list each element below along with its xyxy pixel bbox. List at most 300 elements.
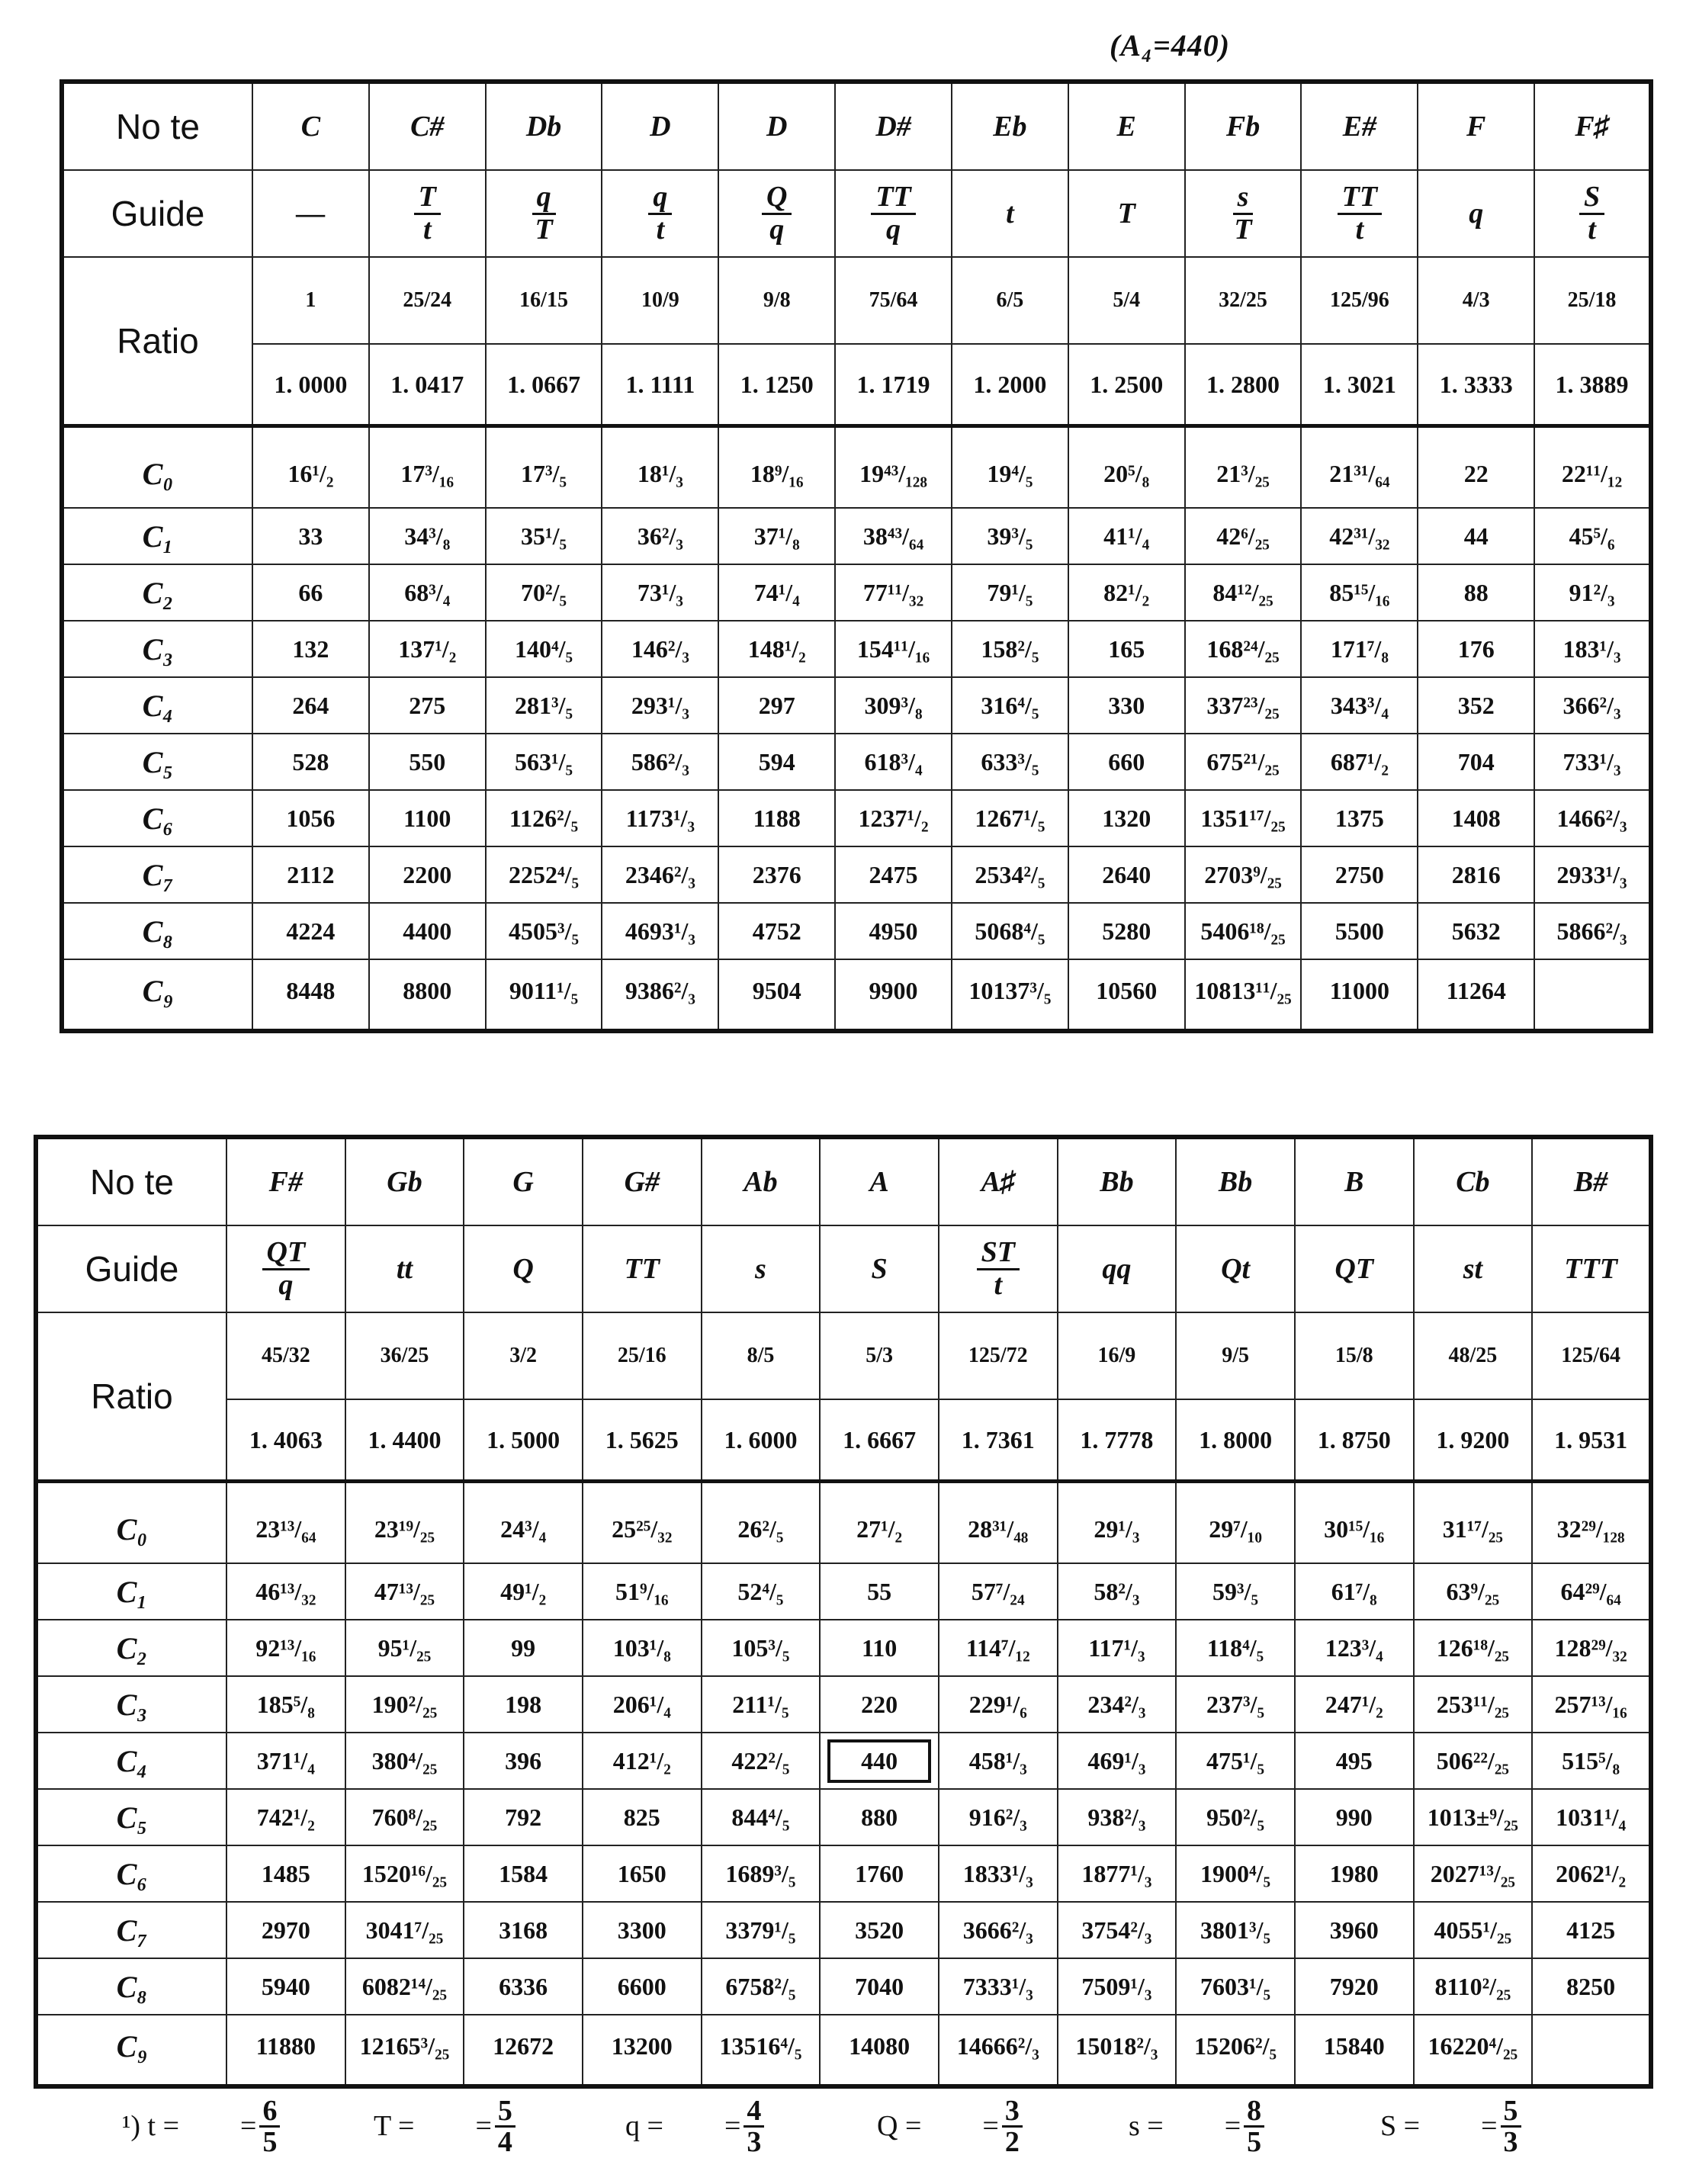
frequency-cell: 264 [252,677,369,734]
guide-denominator: q [886,213,901,246]
frequency-cell: 154¹¹/₁₆ [835,621,952,677]
frequency-cell: 126¹⁸/₂₅ [1414,1620,1533,1676]
frequency-cell: 380⁴/₂₅ [345,1733,464,1789]
ratio-decimal-row [62,344,1651,426]
definition-denominator: 5 [1247,2125,1262,2158]
frequency-cell: 190²/₂₅ [345,1676,464,1733]
frequency-cell: 2475 [835,846,952,903]
frequency-cell: 42⁶/₂₅ [1185,508,1302,564]
frequency-row [62,677,1651,734]
guide-symbol [583,1225,702,1312]
note-name: E# [1301,82,1418,170]
guide-symbol [702,1225,821,1312]
ratio-decimal: 1. 5000 [464,1399,583,1482]
ratio-decimal: 1. 6000 [702,1399,821,1482]
note-name: D# [835,82,952,170]
guide-numerator: T [414,182,441,215]
frequency-cell: 148¹/₂ [718,621,835,677]
frequency-cell: 990 [1295,1789,1414,1845]
frequency-cell: 84¹²/₂₅ [1185,564,1302,621]
frequency-row [36,2015,1651,2086]
frequency-cell: 563¹/₅ [486,734,602,790]
frequency-cell: 257¹³/₁₆ [1532,1676,1651,1733]
ratio-fraction: 5/3 [820,1312,939,1399]
frequency-cell: 4693¹/₃ [602,903,718,959]
ratio-decimal: 1. 7361 [939,1399,1058,1482]
ratio-decimal: 1. 0000 [252,344,369,426]
definition-numerator: 8 [1244,2096,1264,2128]
frequency-row [62,508,1651,564]
frequency-row [36,1958,1651,2015]
frequency-cell: 5280 [1068,903,1185,959]
note-name: D [602,82,718,170]
frequency-cell: 15018²/₃ [1058,2015,1177,2086]
guide-definition [374,2096,515,2157]
frequency-cell: 39³/₅ [952,508,1068,564]
frequency-cell: 275 [369,677,486,734]
ratio-decimal: 1. 0667 [486,344,602,426]
frequency-cell: 253¹¹/₂₅ [1414,1676,1533,1733]
frequency-cell: 2112 [252,846,369,903]
frequency-cell: 2933¹/₃ [1534,846,1651,903]
guide-value: QT [1334,1253,1374,1285]
guide-value: Q [512,1253,534,1285]
guide-numerator: q [648,182,672,215]
frequency-row [36,1789,1651,1845]
frequency-cell: 128²⁹/₃₂ [1532,1620,1651,1676]
frequency-cell: 337²³/₂₅ [1185,677,1302,734]
frequency-cell: 158²/₅ [952,621,1068,677]
frequency-cell: 352 [1418,677,1534,734]
frequency-cell: 1173¹/₃ [602,790,718,846]
frequency-cell [820,1733,939,1789]
frequency-row [62,734,1651,790]
frequency-cell: 1466²/₃ [1534,790,1651,846]
frequency-cell: 59³/₅ [1176,1563,1295,1620]
frequency-cell: 14080 [820,2015,939,2086]
frequency-cell: 2970 [226,1902,345,1958]
definition-equals: = [724,2110,741,2142]
guide-symbol [1532,1225,1651,1312]
definition-equals: = [475,2110,492,2142]
frequency-cell: 234²/₃ [1058,1676,1177,1733]
guide-definition [122,2096,280,2157]
frequency-cell: 26²/₅ [702,1482,821,1564]
frequency-cell: 3666²/₃ [939,1902,1058,1958]
definition-denominator: 3 [747,2125,762,2158]
definition-value [259,2096,280,2157]
definition-numerator: 4 [744,2096,764,2128]
frequency-row [62,621,1651,677]
ratio-fraction: 36/25 [345,1312,464,1399]
frequency-cell: 132 [252,621,369,677]
ratio-fraction: 48/25 [1414,1312,1533,1399]
frequency-cell: 9504 [718,959,835,1031]
frequency-cell: 5940 [226,1958,345,2015]
octave-label: C₉ [62,959,252,1031]
frequency-cell: 1408 [1418,790,1534,846]
frequency-cell: 20⁵/₈ [1068,426,1185,509]
frequency-cell: 1320 [1068,790,1185,846]
definition-equals: = [240,2110,257,2142]
frequency-cell: 4224 [252,903,369,959]
frequency-cell: 185⁵/₈ [226,1676,345,1733]
frequency-cell: 297 [718,677,835,734]
ratio-fraction: 32/25 [1185,257,1302,344]
frequency-cell: 1188 [718,790,835,846]
note-name: Bb [1176,1137,1295,1225]
frequency-cell: 293¹/₃ [602,677,718,734]
frequency-cell: 15840 [1295,2015,1414,2086]
guide-symbol [1185,170,1302,257]
frequency-cell: 3754²/₃ [1058,1902,1177,1958]
ratio-decimal: 1. 1250 [718,344,835,426]
ratio-fraction: 8/5 [702,1312,821,1399]
guide-fraction [1338,182,1382,246]
frequency-cell: 114⁷/₁₂ [939,1620,1058,1676]
definition-denominator: 3 [1503,2125,1518,2158]
guide-symbol [486,170,602,257]
frequency-cell: 27¹/₂ [820,1482,939,1564]
frequency-cell: 3801³/₅ [1176,1902,1295,1958]
frequency-cell: 1520¹⁶/₂₅ [345,1845,464,1902]
guide-numerator: s [1233,182,1254,215]
frequency-cell: 64²⁹/₆₄ [1532,1563,1651,1620]
frequency-cell: 8448 [252,959,369,1031]
frequency-cell: 825 [583,1789,702,1845]
guide-value: t [1006,198,1014,230]
ratio-fraction: 9/8 [718,257,835,344]
guide-numerator: Q [762,182,792,215]
frequency-cell: 1584 [464,1845,583,1902]
frequency-cell: 123³/₄ [1295,1620,1414,1676]
definition-numerator: 5 [1501,2096,1521,2128]
ratio-decimal: 1. 8000 [1176,1399,1295,1482]
guide-label: Guide [36,1225,226,1312]
frequency-cell: 528 [252,734,369,790]
frequency-cell: 371¹/₄ [226,1733,345,1789]
frequency-cell: 412¹/₂ [583,1733,702,1789]
frequency-cell: 15206²/₅ [1176,2015,1295,2086]
frequency-cell: 550 [369,734,486,790]
ratio-decimal: 1. 2800 [1185,344,1302,426]
frequency-cell: 237³/₅ [1176,1676,1295,1733]
frequency-cell: 36²/₃ [602,508,718,564]
frequency-cell: 2200 [369,846,486,903]
frequency-row [36,1676,1651,1733]
frequency-cell: 506²²/₂₅ [1414,1733,1533,1789]
frequency-cell: 95¹/₂₅ [345,1620,464,1676]
frequency-cell: 950²/₅ [1176,1789,1295,1845]
frequency-cell: 9011¹/₅ [486,959,602,1031]
ratio-fraction: 6/5 [952,257,1068,344]
octave-label: C₇ [62,846,252,903]
note-name: Gb [345,1137,464,1225]
guide-denominator: t [1588,213,1596,246]
octave-label: C₀ [62,426,252,509]
note-name: C# [369,82,486,170]
definition-numerator: 5 [495,2096,515,2128]
frequency-cell: 4125 [1532,1902,1651,1958]
frequency-cell: 594 [718,734,835,790]
frequency-cell: 10560 [1068,959,1185,1031]
note-name: F♯ [1534,82,1651,170]
frequency-cell: 79¹/₅ [952,564,1068,621]
frequency-cell: 2252⁴/₅ [486,846,602,903]
frequency-cell: 2816 [1418,846,1534,903]
guide-label: Guide [62,170,252,257]
frequency-cell: 1760 [820,1845,939,1902]
frequency-cell: 11880 [226,2015,345,2086]
guide-value: S [871,1253,888,1285]
ratio-decimal: 1. 4063 [226,1399,345,1482]
frequency-cell: 880 [820,1789,939,1845]
octave-label: C₈ [36,1958,226,2015]
frequency-cell: 34³/₈ [369,508,486,564]
guide-value: — [296,198,326,230]
frequency-cell: 675²¹/₂₅ [1185,734,1302,790]
guide-fraction [871,182,915,246]
octave-label: C₅ [36,1789,226,1845]
frequency-cell: 99 [464,1620,583,1676]
frequency-cell: 660 [1068,734,1185,790]
frequency-cell: 2376 [718,846,835,903]
ratio-fraction-row [62,257,1651,344]
frequency-cell: 171⁷/₈ [1301,621,1418,677]
note-name: E [1068,82,1185,170]
frequency-cell: 30¹⁵/₁₆ [1295,1482,1414,1564]
guide-value: qq [1102,1253,1132,1285]
frequency-cell: 5866²/₃ [1534,903,1651,959]
guide-definition [877,2096,1023,2157]
frequency-cell: 198 [464,1676,583,1733]
frequency-cell: 57⁷/₂₄ [939,1563,1058,1620]
frequency-row [36,1733,1651,1789]
frequency-cell: 2640 [1068,846,1185,903]
frequency-cell: 7040 [820,1958,939,2015]
frequency-cell: 19⁴³/₁₂₈ [835,426,952,509]
guide-symbol [1295,1225,1414,1312]
frequency-cell: 137¹/₂ [369,621,486,677]
frequency-cell: 5406¹⁸/₂₅ [1185,903,1302,959]
note-name: G# [583,1137,702,1225]
definition-value [1244,2096,1264,2157]
ratio-fraction: 75/64 [835,257,952,344]
frequency-cell: 687¹/₂ [1301,734,1418,790]
note-name: G [464,1137,583,1225]
guide-definition [625,2096,764,2157]
guide-value: T [1117,198,1135,230]
frequency-cell: 4400 [369,903,486,959]
guide-symbol [252,170,369,257]
note-name: D [718,82,835,170]
frequency-cell: 2750 [1301,846,1418,903]
guide-denominator: t [994,1268,1003,1301]
frequency-cell: 495 [1295,1733,1414,1789]
frequency-cell: 52⁴/₅ [702,1563,821,1620]
guide-value: st [1463,1253,1483,1285]
frequency-cell: 31¹⁷/₂₅ [1414,1482,1533,1564]
frequency-cell: 22 [1418,426,1534,509]
frequency-cell: 9900 [835,959,952,1031]
frequency-row [62,903,1651,959]
definition-equals: = [1481,2110,1498,2142]
reference-pitch-note: (A₄=440) [1110,28,1231,63]
frequency-cell: 1900⁴/₅ [1176,1845,1295,1902]
frequency-row [62,564,1651,621]
ratio-decimal: 1. 2500 [1068,344,1185,426]
frequency-cell: 168²⁴/₂₅ [1185,621,1302,677]
frequency-cell: 88 [1418,564,1534,621]
frequency-cell: 6336 [464,1958,583,2015]
frequency-cell: 633³/₅ [952,734,1068,790]
frequency-cell: 11000 [1301,959,1418,1031]
frequency-cell: 10813¹¹/₂₅ [1185,959,1302,1031]
frequency-cell: 17³/₁₆ [369,426,486,509]
frequency-cell: 1100 [369,790,486,846]
definition-symbol: S = [1380,2110,1421,2142]
frequency-cell: 42³¹/₃₂ [1301,508,1418,564]
guide-denominator: T [1234,213,1252,246]
guide-symbol [939,1225,1058,1312]
frequency-cell: 1689³/₅ [702,1845,821,1902]
frequency-cell: 229¹/₆ [939,1676,1058,1733]
guide-symbol [1418,170,1534,257]
frequency-cell [1534,959,1651,1031]
frequency-cell: 6600 [583,1958,702,2015]
ratio-label: Ratio [36,1312,226,1482]
frequency-cell: 66 [252,564,369,621]
ratio-fraction: 125/64 [1532,1312,1651,1399]
guide-value: TT [624,1253,660,1285]
frequency-cell: 7920 [1295,1958,1414,2015]
octave-label: C₈ [62,903,252,959]
frequency-cell: 51⁹/₁₆ [583,1563,702,1620]
frequency-cell: 1237¹/₂ [835,790,952,846]
frequency-cell: 2027¹³/₂₅ [1414,1845,1533,1902]
ratio-decimal: 1. 2000 [952,344,1068,426]
guide-fraction [1229,182,1256,246]
frequency-cell: 1056 [252,790,369,846]
frequency-cell: 165 [1068,621,1185,677]
frequency-cell: 1980 [1295,1845,1414,1902]
guide-symbol [226,1225,345,1312]
frequency-cell: 2534²/₅ [952,846,1068,903]
frequency-cell: 5068⁴/₅ [952,903,1068,959]
ratio-fraction: 45/32 [226,1312,345,1399]
ratio-decimal: 1. 9200 [1414,1399,1533,1482]
frequency-cell: 25²⁵/₃₂ [583,1482,702,1564]
frequency-cell: 38⁴³/₆₄ [835,508,952,564]
guide-symbol [1414,1225,1533,1312]
note-name: Eb [952,82,1068,170]
ratio-fraction: 15/8 [1295,1312,1414,1399]
octave-label: C₆ [36,1845,226,1902]
frequency-cell: 117¹/₃ [1058,1620,1177,1676]
definition-symbol: ¹) t = [122,2110,180,2142]
frequency-cell: 6758²/₅ [702,1958,821,2015]
ratio-fraction: 16/15 [486,257,602,344]
frequency-cell: 35¹/₅ [486,508,602,564]
octave-label: C₄ [36,1733,226,1789]
frequency-cell: 316⁴/₅ [952,677,1068,734]
frequency-cell: 8110²/₂₅ [1414,1958,1533,2015]
frequency-cell: 844⁴/₅ [702,1789,821,1845]
guide-value: q [1469,198,1484,230]
frequency-cell: 792 [464,1789,583,1845]
frequency-cell: 1126²/₅ [486,790,602,846]
frequency-cell: 32²⁹/₁₂₈ [1532,1482,1651,1564]
guide-denominator: t [422,213,432,246]
note-row [62,82,1651,170]
frequency-cell: 1267¹/₅ [952,790,1068,846]
frequency-cell: 6082¹⁴/₂₅ [345,1958,464,2015]
frequency-cell: 760⁸/₂₅ [345,1789,464,1845]
definition-value [744,2096,764,2157]
frequency-cell: 4505³/₅ [486,903,602,959]
frequency-cell [1532,2015,1651,2086]
frequency-cell: 183¹/₃ [1534,621,1651,677]
frequency-row [62,846,1651,903]
frequency-cell: 13200 [583,2015,702,2086]
frequency-cell: 33 [252,508,369,564]
guide-fraction [414,182,441,246]
guide-numerator: TT [1338,182,1382,215]
definition-symbol: q = [625,2110,663,2142]
frequency-cell: 49¹/₂ [464,1563,583,1620]
frequency-cell: 3041⁷/₂₅ [345,1902,464,1958]
ratio-decimal: 1. 3021 [1301,344,1418,426]
guide-symbol [464,1225,583,1312]
frequency-cell: 17³/₅ [486,426,602,509]
frequency-row [36,1563,1651,1620]
ratio-fraction: 25/16 [583,1312,702,1399]
ratio-fraction: 125/96 [1301,257,1418,344]
ratio-decimal: 1. 5625 [583,1399,702,1482]
frequency-row [62,790,1651,846]
frequency-cell: 586²/₃ [602,734,718,790]
frequency-cell: 9386²/₃ [602,959,718,1031]
frequency-cell: 21³/₂₅ [1185,426,1302,509]
frequency-cell: 422²/₅ [702,1733,821,1789]
frequency-cell: 3168 [464,1902,583,1958]
frequency-row [36,1845,1651,1902]
frequency-cell: 1833¹/₃ [939,1845,1058,1902]
frequency-row [36,1902,1651,1958]
ratio-decimal-row [36,1399,1651,1482]
definition-value [1501,2096,1521,2157]
frequency-cell: 458¹/₃ [939,1733,1058,1789]
octave-label: C₀ [36,1482,226,1564]
frequency-cell: 18⁹/₁₆ [718,426,835,509]
frequency-row [62,959,1651,1031]
frequency-cell: 28³¹/₄₈ [939,1482,1058,1564]
frequency-cell: 77¹¹/₃₂ [835,564,952,621]
frequency-cell: 14666²/₃ [939,2015,1058,2086]
frequency-cell: 110 [820,1620,939,1676]
guide-numerator: ST [977,1238,1020,1270]
frequency-cell: 1031¹/₄ [1532,1789,1651,1845]
guide-fraction [1579,182,1604,246]
ratio-decimal: 1. 1111 [602,344,718,426]
frequency-cell: 37¹/₈ [718,508,835,564]
frequency-cell: 29⁷/₁₀ [1176,1482,1295,1564]
frequency-cell: 118⁴/₅ [1176,1620,1295,1676]
frequency-cell: 58²/₃ [1058,1563,1177,1620]
frequency-cell: 46¹³/₃₂ [226,1563,345,1620]
guide-value: tt [396,1253,413,1285]
note-name: A [820,1137,939,1225]
